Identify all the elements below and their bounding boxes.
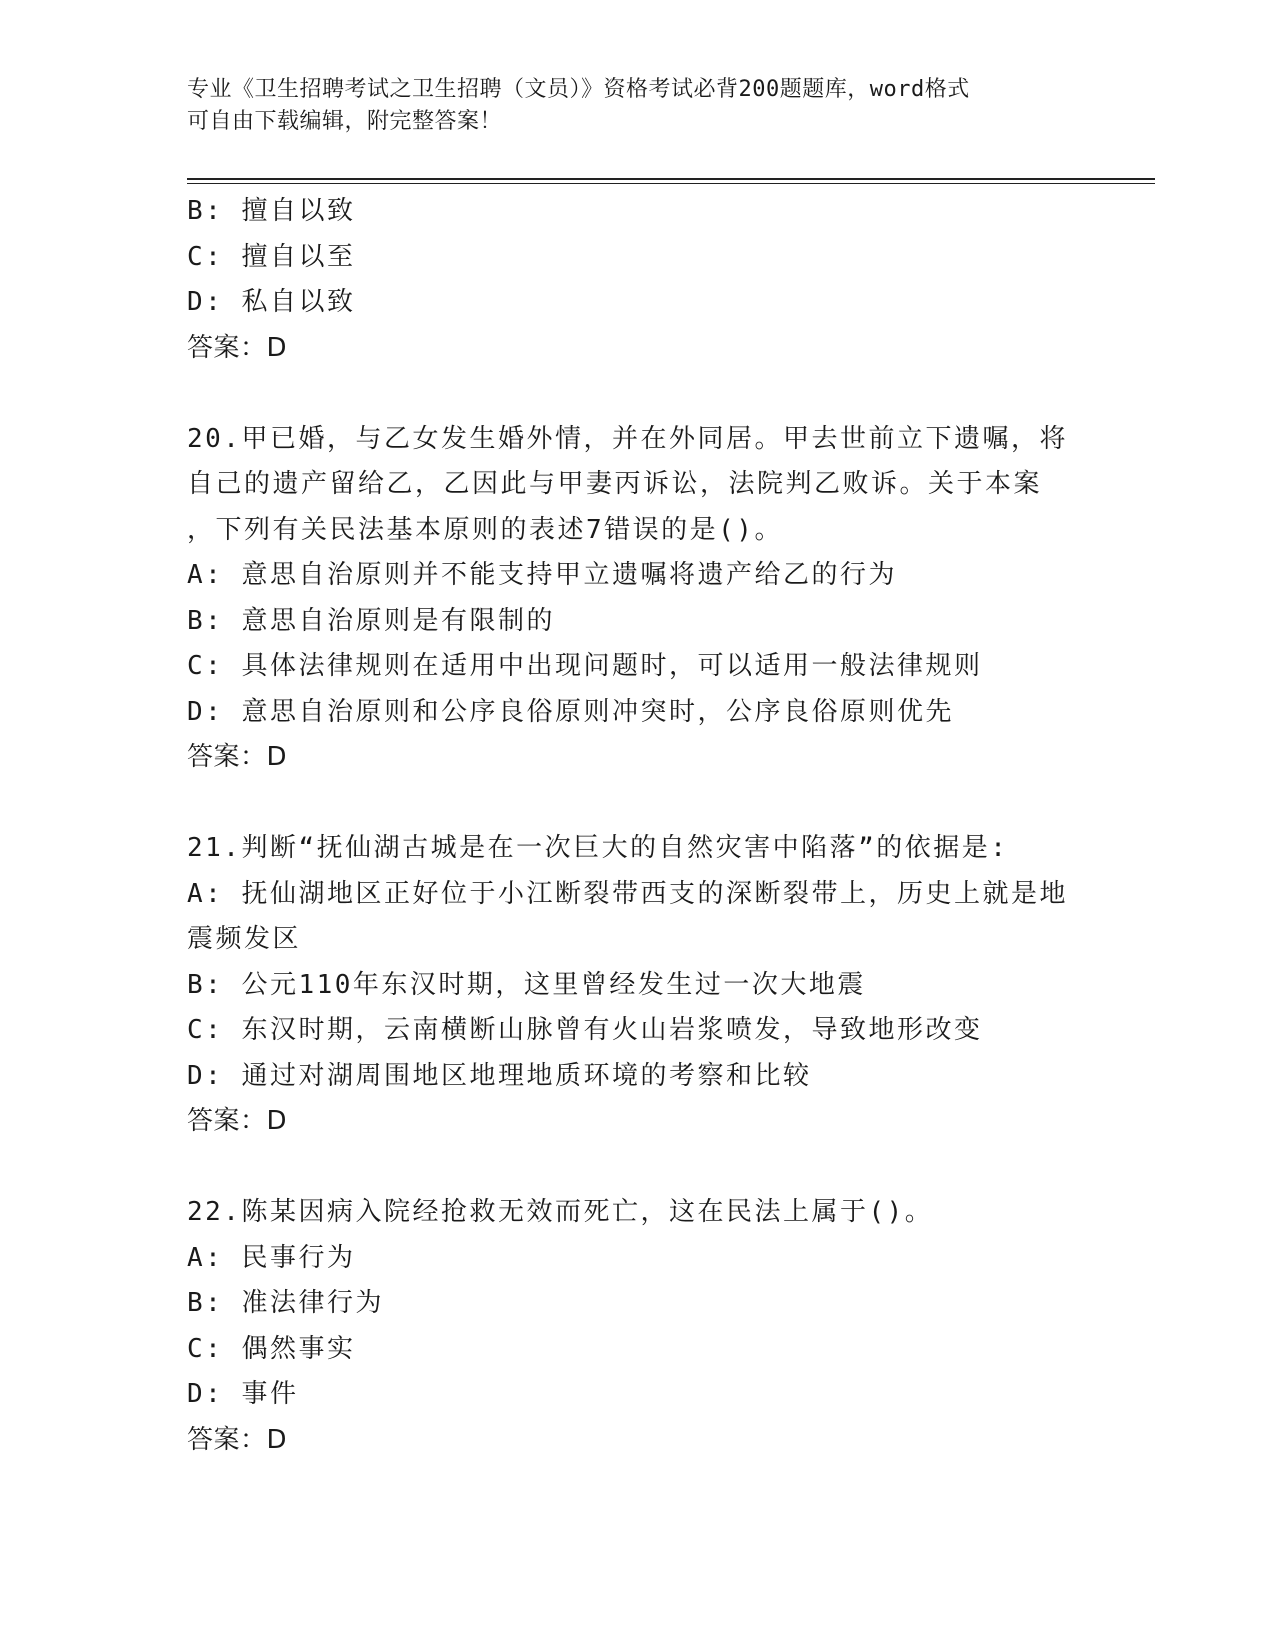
option-b: B: 意思自治原则是有限制的 <box>187 605 555 636</box>
answer: 答案：D <box>187 1424 288 1455</box>
option-c: C: 具体法律规则在适用中出现问题时，可以适用一般法律规则 <box>187 651 983 681</box>
header-line-1: 专业《卫生招聘考试之卫生招聘（文员）》资格考试必背200题题库，word格式 <box>187 77 970 102</box>
document-header <box>187 74 1087 138</box>
option-a: A: 抚仙湖地区正好位于小江断裂带西支的深断裂带上，历史上就是地 <box>187 878 1068 909</box>
question-list <box>187 189 1107 1463</box>
option-c: C: 偶然事实 <box>187 1333 356 1364</box>
answer: 答案：D <box>187 332 288 363</box>
option-c: C: 擅自以至 <box>187 241 356 272</box>
option-a-continued: 震频发区 <box>187 924 302 954</box>
header-rule-thin <box>187 183 1155 184</box>
option-d: D: 意思自治原则和公序良俗原则冲突时，公序良俗原则优先 <box>187 696 954 727</box>
option-b: B: 擅自以致 <box>187 196 356 226</box>
option-d: D: 通过对湖周围地区地理地质环境的考察和比较 <box>187 1060 812 1091</box>
answer: 答案：D <box>187 742 288 772</box>
option-d: D: 事件 <box>187 1379 299 1409</box>
option-b: B: 准法律行为 <box>187 1288 384 1318</box>
option-d: D: 私自以致 <box>187 287 356 317</box>
header-rule-thick <box>187 178 1155 180</box>
question-21 <box>187 826 1107 1145</box>
question-19-partial <box>187 189 1107 371</box>
option-a: A: 意思自治原则并不能支持甲立遗嘱将遗产给乙的行为 <box>187 560 897 590</box>
question-stem: ，下列有关民法基本原则的表述7错误的是()。 <box>187 514 783 545</box>
question-stem: 22.陈某因病入院经抢救无效而死亡，这在民法上属于()。 <box>187 1197 934 1227</box>
option-c: C: 东汉时期，云南横断山脉曾有火山岩浆喷发，导致地形改变 <box>187 1015 983 1045</box>
option-b: B: 公元110年东汉时期，这里曾经发生过一次大地震 <box>187 969 866 1000</box>
header-line-2: 可自由下载编辑，附完整答案！ <box>187 109 503 134</box>
question-stem: 21.判断“抚仙湖古城是在一次巨大的自然灾害中陷落”的依据是: <box>187 833 1009 863</box>
question-stem: 自己的遗产留给乙，乙因此与甲妻丙诉讼，法院判乙败诉。关于本案 <box>187 469 1043 499</box>
question-stem: 20.甲已婚，与乙女发生婚外情，并在外同居。甲去世前立下遗嘱，将 <box>187 423 1068 454</box>
question-20 <box>187 417 1107 781</box>
option-a: A: 民事行为 <box>187 1242 356 1273</box>
question-22 <box>187 1190 1107 1463</box>
answer: 答案：D <box>187 1106 288 1136</box>
